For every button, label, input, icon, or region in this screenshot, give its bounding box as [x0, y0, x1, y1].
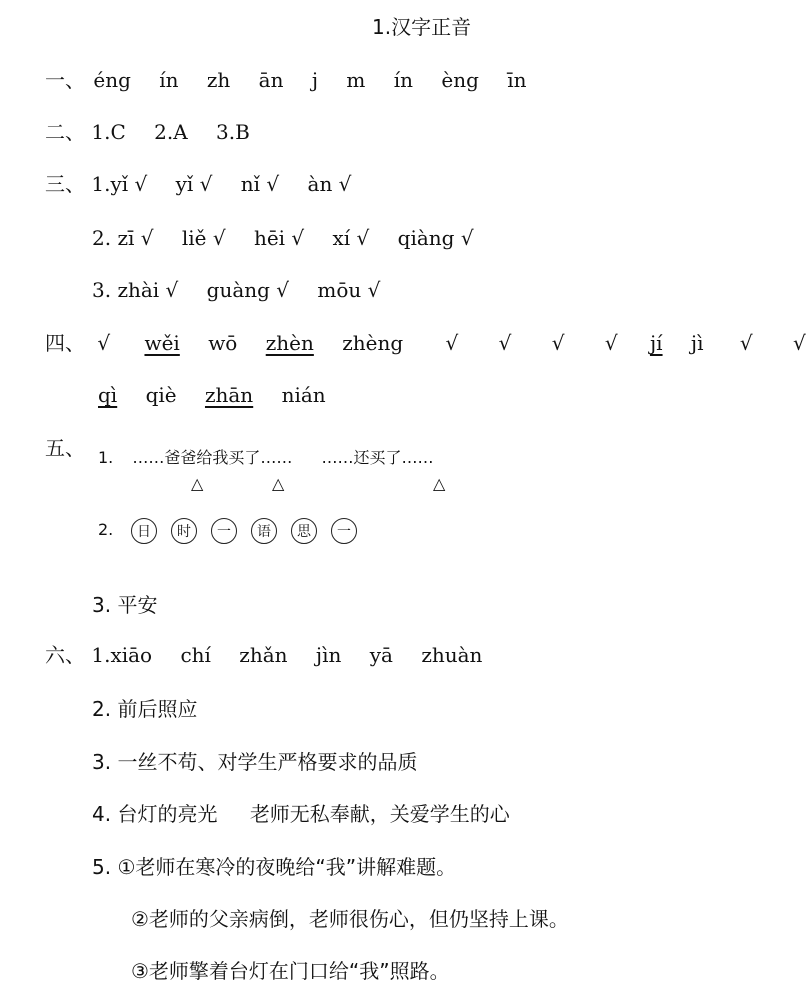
answer: guàng √ — [206, 278, 290, 302]
answer: nǐ √ — [240, 172, 280, 196]
answer: liě √ — [181, 226, 226, 250]
circled-char: 一 — [211, 518, 237, 544]
section-3-row-3 — [92, 278, 380, 302]
section-label: 五、 — [45, 436, 85, 460]
section-4-row-2 — [98, 383, 326, 407]
answer: 4. 台灯的亮光 — [92, 802, 218, 826]
answer: 2.A — [154, 120, 188, 144]
answer: 1.xiāo — [91, 643, 153, 667]
answer: ín — [159, 68, 179, 92]
sentence-segment: ……爸爸给我买了…… — [132, 448, 293, 467]
question-number: 2. — [98, 520, 114, 539]
section-6-q1 — [45, 643, 482, 667]
section-5-q3: 3. 平安 — [92, 593, 158, 617]
triangle-mark: △ — [272, 474, 285, 493]
answer: ín — [393, 68, 414, 92]
answer-underlined: jí — [649, 331, 663, 355]
section-label: 六、 — [45, 643, 85, 667]
section-6-q4 — [92, 802, 510, 826]
answer: èng — [441, 68, 479, 92]
answer: wō — [208, 331, 238, 355]
triangle-mark: △ — [191, 474, 204, 493]
answer: √ — [551, 331, 565, 355]
section-1 — [45, 68, 527, 92]
question-number: 1. — [98, 448, 114, 467]
answer-underlined: zhèn — [265, 331, 314, 355]
circled-char: 时 — [171, 518, 197, 544]
answer: zhèng — [342, 331, 404, 355]
answer: √ — [498, 331, 512, 355]
answer: m — [346, 68, 366, 92]
answer: éng — [93, 68, 131, 92]
answer: √ — [739, 331, 753, 355]
answer: xí √ — [332, 226, 370, 250]
section-5-q2 — [98, 518, 113, 542]
section-3-row-1 — [45, 172, 351, 196]
section-6-q3: 3. 一丝不苟、对学生严格要求的品质 — [92, 750, 418, 774]
section-6-q5-line-2: ②老师的父亲病倒，老师很伤心，但仍坚持上课。 — [131, 907, 569, 931]
section-6-q5-line-1: 5. ①老师在寒冷的夜晚给“我”讲解难题。 — [92, 855, 457, 879]
section-label: 三、 — [45, 172, 85, 196]
answer: īn — [507, 68, 527, 92]
circled-char: 语 — [251, 518, 277, 544]
section-6-q2: 2. 前后照应 — [92, 697, 198, 721]
circled-char: 日 — [131, 518, 157, 544]
answer: zh — [206, 68, 231, 92]
answer: 3.B — [216, 120, 250, 144]
section-label: 一、 — [45, 68, 85, 92]
answer: hēi √ — [253, 226, 305, 250]
answer: 1.C — [91, 120, 126, 144]
circled-chars — [131, 517, 371, 544]
answer: zhuàn — [421, 643, 483, 667]
answer: 老师无私奉献，关爱学生的心 — [249, 802, 510, 826]
answer: zhǎn — [239, 643, 288, 667]
answer: 1.yǐ √ — [91, 172, 148, 196]
answer: yǐ √ — [175, 172, 213, 196]
circled-char: 一 — [331, 518, 357, 544]
answer: qiè — [145, 383, 177, 407]
answer: chí — [180, 643, 211, 667]
circled-char: 思 — [291, 518, 317, 544]
answer: nián — [281, 383, 326, 407]
answer-underlined: zhān — [204, 383, 254, 407]
answer: jì — [690, 331, 704, 355]
section-2 — [45, 120, 250, 144]
answer: 3. zhài √ — [92, 278, 179, 302]
answer: qiàng √ — [397, 226, 474, 250]
answer: jìn — [315, 643, 342, 667]
answer: √ — [445, 331, 459, 355]
answer: ān — [258, 68, 284, 92]
answer-underlined: qì — [98, 383, 118, 407]
section-label: 四、 — [45, 331, 85, 355]
answer: àn √ — [307, 172, 352, 196]
answer: √ — [604, 331, 618, 355]
answer: √ — [97, 331, 111, 355]
answer: j — [311, 68, 319, 92]
section-5-q1 — [98, 446, 433, 470]
triangle-mark: △ — [433, 474, 446, 493]
answer: mōu √ — [317, 278, 381, 302]
section-3-row-2 — [92, 226, 474, 250]
answer-underlined: wěi — [144, 331, 180, 355]
sentence-segment: ……还买了…… — [321, 448, 434, 467]
answer: 2. zī √ — [92, 226, 154, 250]
answer: √ — [793, 331, 806, 355]
section-label: 二、 — [45, 120, 85, 144]
section-4-row-1 — [45, 331, 806, 355]
section-6-q5-line-3: ③老师擎着台灯在门口给“我”照路。 — [131, 959, 450, 983]
page-title: 1.汉字正音 — [372, 15, 472, 39]
answer: yā — [369, 643, 393, 667]
